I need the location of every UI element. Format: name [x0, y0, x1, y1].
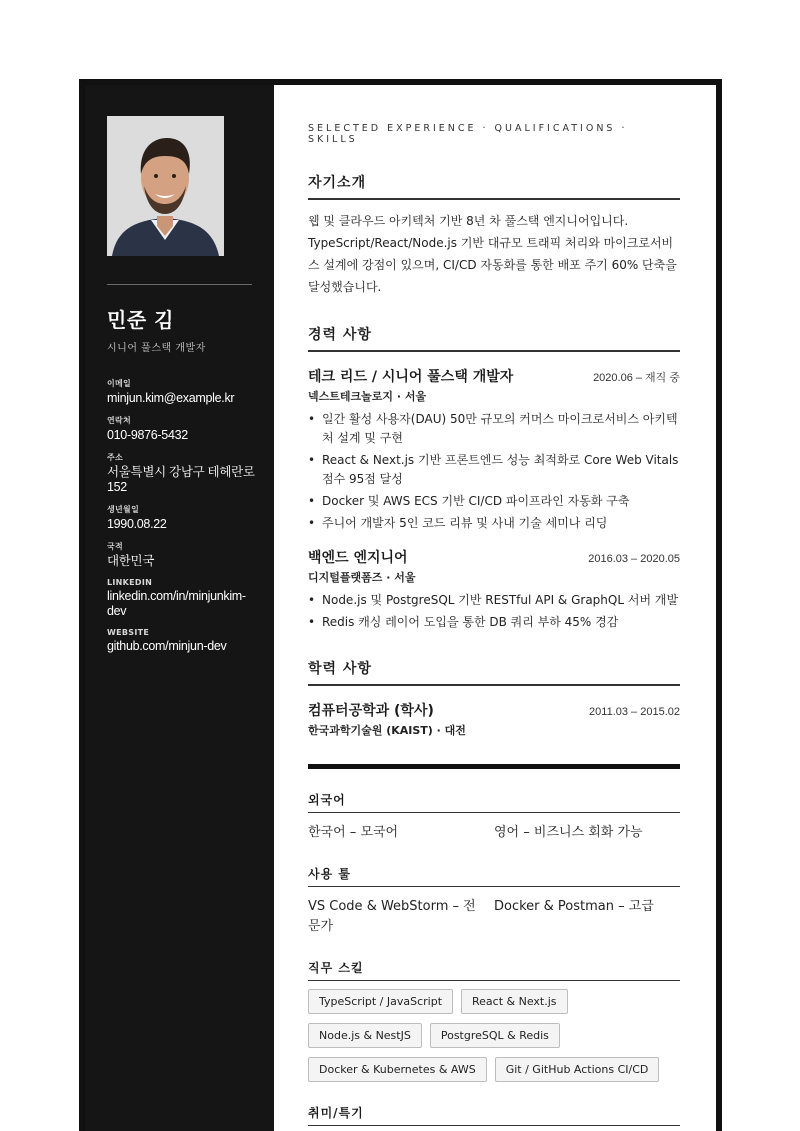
contact-label: 주소 — [107, 453, 124, 462]
job-bullets — [308, 591, 680, 632]
section-title-education: 학력 사항 — [308, 658, 680, 686]
skill-chip: TypeScript / JavaScript — [308, 989, 453, 1014]
language-list — [308, 823, 680, 843]
contact-label: LINKEDIN — [107, 578, 153, 587]
section-title-languages: 외국어 — [308, 791, 680, 813]
contact-value: 서울특별시 강남구 테헤란로 152 — [107, 465, 255, 494]
contact-label: WEBSITE — [107, 628, 150, 637]
job-org: 넥스트테크놀로지 · 서울 — [308, 390, 427, 403]
contact-value[interactable]: minjun.kim@example.kr — [107, 391, 235, 405]
tool-item: Docker & Postman – 고급 — [494, 899, 654, 914]
contact-label: 국적 — [107, 542, 124, 551]
job-bullet: • React & Next.js 기반 프론트엔드 성능 최적화로 Core Web Vitals 점수 95점 달성 — [308, 451, 680, 489]
intro-text: 웹 및 클라우드 아키텍처 기반 8년 차 풀스택 엔지니어입니다. TypeScript/React/Node.js 기반 대규모 트래픽 처리와 마이크로서비스 설계에 강점이 있으며, CI/CD 자동화를 통한 배포 주기 60% 단축을 달성했습니다. — [308, 214, 677, 294]
job-bullet: • 일간 활성 사용자(DAU) 50만 규모의 커머스 마이크로서비스 아키텍처 설계 및 구현 — [308, 410, 680, 448]
section-title-tools: 사용 툴 — [308, 865, 680, 887]
section-title-experience: 경력 사항 — [308, 324, 680, 352]
resume-page — [79, 79, 722, 1131]
tool-item: VS Code & WebStorm – 전문가 — [308, 899, 476, 934]
contact-value: 010-9876-5432 — [107, 428, 188, 442]
contact-label: 이메일 — [107, 379, 132, 388]
candidate-name: 민준 김 — [107, 308, 174, 332]
job-title: 백엔드 엔지니어 — [308, 550, 408, 566]
language-item: 한국어 – 모국어 — [308, 825, 399, 840]
job-bullet: • Docker 및 AWS ECS 기반 CI/CD 파이프라인 자동화 구축 — [308, 492, 680, 511]
contact-website — [107, 628, 258, 654]
language-item: 영어 – 비즈니스 회화 가능 — [494, 825, 643, 840]
page-caption: SELECTED EXPERIENCE · QUALIFICATIONS · SKILLS — [308, 123, 628, 145]
contact-address — [107, 452, 258, 495]
contact-label: 생년월일 — [107, 505, 140, 514]
section-title-hobbies: 취미/특기 — [308, 1104, 680, 1126]
job-bullets — [308, 410, 680, 533]
degree-title: 컴퓨터공학과 (학사) — [308, 703, 434, 719]
education-entry — [308, 700, 680, 738]
job-title: 테크 리드 / 시니어 풀스택 개발자 — [308, 369, 514, 385]
section-divider — [308, 764, 680, 769]
resume-main — [274, 85, 716, 1131]
sidebar-divider — [107, 284, 252, 285]
job-date: 2016.03 – 2020.05 — [588, 553, 680, 565]
contact-email — [107, 378, 258, 406]
contact-nationality — [107, 541, 258, 569]
skill-chip: Docker & Kubernetes & AWS — [308, 1057, 487, 1082]
skill-chip: React & Next.js — [461, 989, 568, 1014]
section-title-intro: 자기소개 — [308, 172, 680, 200]
skill-chip: Node.js & NestJS — [308, 1023, 422, 1048]
job-entry — [308, 547, 680, 632]
profile-photo — [107, 116, 224, 256]
tool-list — [308, 897, 680, 937]
contact-list — [107, 378, 258, 654]
school-name: 한국과학기술원 (KAIST) · 대전 — [308, 724, 466, 737]
contact-phone — [107, 415, 258, 443]
resume-sidebar — [85, 85, 274, 1131]
contact-value: 1990.08.22 — [107, 517, 167, 531]
linkedin-link[interactable]: linkedin.com/in/minjunkim-dev — [107, 589, 246, 618]
job-entry — [308, 366, 680, 533]
candidate-role: 시니어 풀스택 개발자 — [107, 343, 206, 354]
job-org: 디지털플랫폼즈 · 서울 — [308, 571, 416, 584]
job-bullet: • Redis 캐싱 레이어 도입을 통한 DB 쿼리 부하 45% 경감 — [308, 613, 680, 632]
job-date: 2020.06 – 재직 중 — [593, 372, 680, 384]
skill-chip: PostgreSQL & Redis — [430, 1023, 560, 1048]
contact-value: 대한민국 — [107, 554, 155, 568]
skill-chips — [308, 989, 680, 1082]
contact-linkedin — [107, 578, 258, 619]
contact-birthdate — [107, 504, 258, 532]
education-date: 2011.03 – 2015.02 — [589, 706, 680, 718]
skill-chip: Git / GitHub Actions CI/CD — [495, 1057, 660, 1082]
section-title-skills: 직무 스킬 — [308, 959, 680, 981]
website-link[interactable]: github.com/minjun-dev — [107, 639, 227, 653]
job-bullet: • 주니어 개발자 5인 코드 리뷰 및 사내 기술 세미나 리딩 — [308, 514, 680, 533]
contact-label: 연락처 — [107, 416, 132, 425]
job-bullet: • Node.js 및 PostgreSQL 기반 RESTful API & GraphQL 서버 개발 — [308, 591, 680, 610]
